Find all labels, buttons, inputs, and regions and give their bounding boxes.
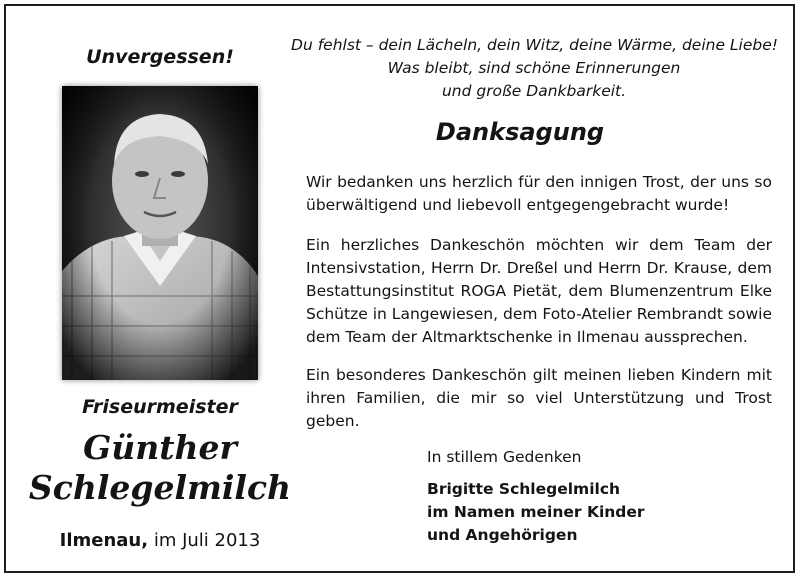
profession-title: Friseurmeister (82, 396, 238, 418)
portrait-photo (62, 86, 258, 380)
deceased-name (6, 428, 314, 508)
portrait-icon (62, 86, 258, 380)
paragraph-1: Wir bedanken uns herzlich für den innigen Trost, der uns so überwältigend und liebevoll entgegengebracht wurde! (306, 173, 772, 214)
quote-line-3: und große Dankbarkeit. (441, 82, 627, 100)
place-date (28, 530, 292, 551)
motto: Unvergessen! (86, 46, 234, 68)
memorial-quote (290, 34, 778, 103)
signature-line-3: und Angehörigen (427, 526, 578, 544)
first-name: Günther (83, 428, 237, 467)
quote-line-1: Du fehlst – dein Lächeln, dein Witz, deine Wärme, deine Liebe! (291, 36, 778, 54)
date: im Juli 2013 (153, 530, 261, 551)
heading: Danksagung (435, 118, 605, 146)
quote-line-2: Was bleibt, sind schöne Erinnerungen (387, 59, 681, 77)
last-name: Schlegelmilch (28, 468, 292, 507)
memory-line: In stillem Gedenken (427, 448, 582, 466)
signature-line-2: im Namen meiner Kinder (427, 503, 645, 521)
signature (427, 478, 767, 547)
place: Ilmenau, (59, 530, 149, 551)
paragraph-2: Ein herzliches Dankeschön möchten wir dem Team der Intensivstation, Herrn Dr. Dreßel und Herrn Dr. Krause, dem Bestattungsinstitut ROGA Pietät, dem Blumenzentrum Elke Schütze in Langewiesen, dem Foto-Atelier Rembrandt sowie dem Team der Altmarktschenke in Ilmenau aussprechen. (306, 236, 772, 346)
paragraph-3: Ein besonderes Dankeschön gilt meinen lieben Kindern mit ihren Familien, die mir so viel Unterstützung und Trost geben. (306, 366, 772, 430)
signature-line-1: Brigitte Schlegelmilch (427, 480, 621, 498)
